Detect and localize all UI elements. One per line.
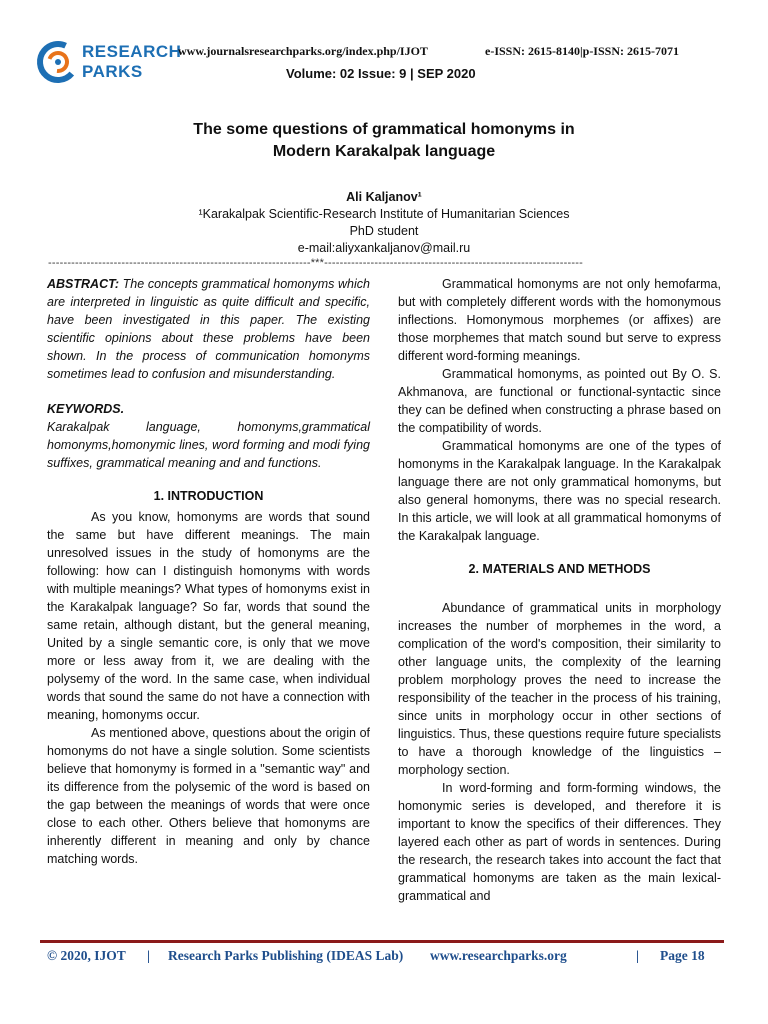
author-degree: PhD student	[349, 224, 419, 238]
left-column	[47, 275, 370, 868]
logo-text-parks: PARKS	[82, 62, 143, 81]
footer-copyright: © 2020, IJOT	[47, 948, 126, 963]
logo-text-research: RESEARCH	[82, 42, 182, 61]
paragraph: Abundance of grammatical units in morphology increases the number of morphemes in the word, a complication of the word's composition, their similarity to other language units, the complexity of the learning problem morphology proves the need to increase the responsibility of the teacher in the process of his training, since units in morphology occur in other sections of linguistics. Thus, these questions require future specialists to have a thorough knowledge of the linguistics – morphology section.	[398, 601, 721, 777]
keywords-label: KEYWORDS.	[47, 402, 125, 416]
author-affiliation: ¹Karakalpak Scientific-Research Institute of Humanitarian Sciences	[198, 207, 570, 221]
paragraph: As mentioned above, questions about the origin of homonyms do not have a single solution. Some scientists believe that homonymy is formed in a "semantic way" and its difference from the polysemic of the word is based on the gap between the meanings of words that were once close to each other. Others believe that homonyms are inherently different in meaning and only by chance matching words.	[47, 726, 370, 866]
paragraph: As you know, homonyms are words that sound the same but have different meanings. The main unresolved issues in the study of homonyms are the following: how can I distinguish homonyms with words with multiple meanings? What types of homonyms exist in the Karakalpak language? So far, words that sound the same retain, although distant, but the general meaning, United by a single semantic core, is only that we move more or less away from it, we are dealing with the polysemy of the word. In the same case, when individual words that sound the same do not have a connection with meaning, homonyms occur.	[47, 510, 370, 722]
footer-separator: |	[147, 948, 150, 963]
page-header	[0, 0, 768, 100]
keywords-text: Karakalpak language, homonyms,grammatical homonyms,homonymic lines, word forming and modi fying suffixes, grammatical meaning and and functions.	[47, 420, 370, 470]
paragraph: Grammatical homonyms, as pointed out By O. S. Akhmanova, are functional or functional-syntactic since they can be defined when constructing a phrase based on the compatibility of words.	[398, 367, 721, 435]
author-email[interactable]: e-mail:aliyxankaljanov@mail.ru	[297, 241, 471, 255]
section-separator: --------------------------------------------------------------------***-------------------------------------------------------------------	[48, 257, 583, 269]
abstract-label: ABSTRACT:	[47, 277, 119, 291]
footer-separator: |	[636, 948, 639, 963]
paragraph: Grammatical homonyms are one of the types of homonyms in the Karakalpak language. In the Karakalpak language there are not only grammatical homonyms, but also general homonyms, there was no special research. In this article, we will look at all grammatical homonyms of the Karakalpak language.	[398, 439, 721, 543]
author-name: Ali Kaljanov¹	[346, 190, 422, 204]
logo-emblem-icon	[36, 38, 84, 86]
abstract	[47, 275, 370, 383]
journal-url[interactable]: www.journalsresearchparks.org/index.php/IJOT	[178, 44, 428, 58]
right-column	[398, 275, 721, 905]
section-heading-materials-methods: 2. MATERIALS AND METHODS	[468, 562, 651, 576]
journal-volume: Volume: 02 Issue: 9 | SEP 2020	[286, 66, 476, 81]
section-heading-introduction: 1. INTRODUCTION	[153, 489, 264, 503]
abstract-text: The concepts grammatical homonyms which are interpreted in linguistic as quite difficult and specific, have been investigated in this paper. The existing scientific opinions about these problems have been shown. In the process of communication homonyms sometimes lead to confusion and misunderstanding.	[47, 277, 370, 381]
footer-page-number: Page 18	[660, 948, 705, 963]
footer-divider	[40, 940, 724, 943]
spacer	[398, 581, 721, 599]
footer-publisher: Research Parks Publishing (IDEAS Lab)	[168, 948, 404, 963]
paragraph: In word-forming and form-forming windows, the homonymic series is developed, and therefore it is important to know the specifics of their differences. They layered each other as part of words in sentences. During the research, the research takes into account the fact that grammatical homonyms are taken as the main lexical-grammatical and	[398, 781, 721, 903]
article-title-line-1: The some questions of grammatical homonyms in	[193, 121, 575, 138]
article-title-line-2: Modern Karakalpak language	[272, 143, 496, 160]
paragraph: Grammatical homonyms are not only hemofarma, but with completely different words with the homonymous inflections. Homonymous morphemes (or affixes) are those morphemes that match sound but serve to express different word-forming meanings.	[398, 277, 721, 363]
footer-website-link[interactable]: www.researchparks.org	[430, 948, 567, 963]
research-parks-logo	[36, 36, 182, 88]
journal-issn: e-ISSN: 2615-8140|p-ISSN: 2615-7071	[485, 44, 679, 58]
